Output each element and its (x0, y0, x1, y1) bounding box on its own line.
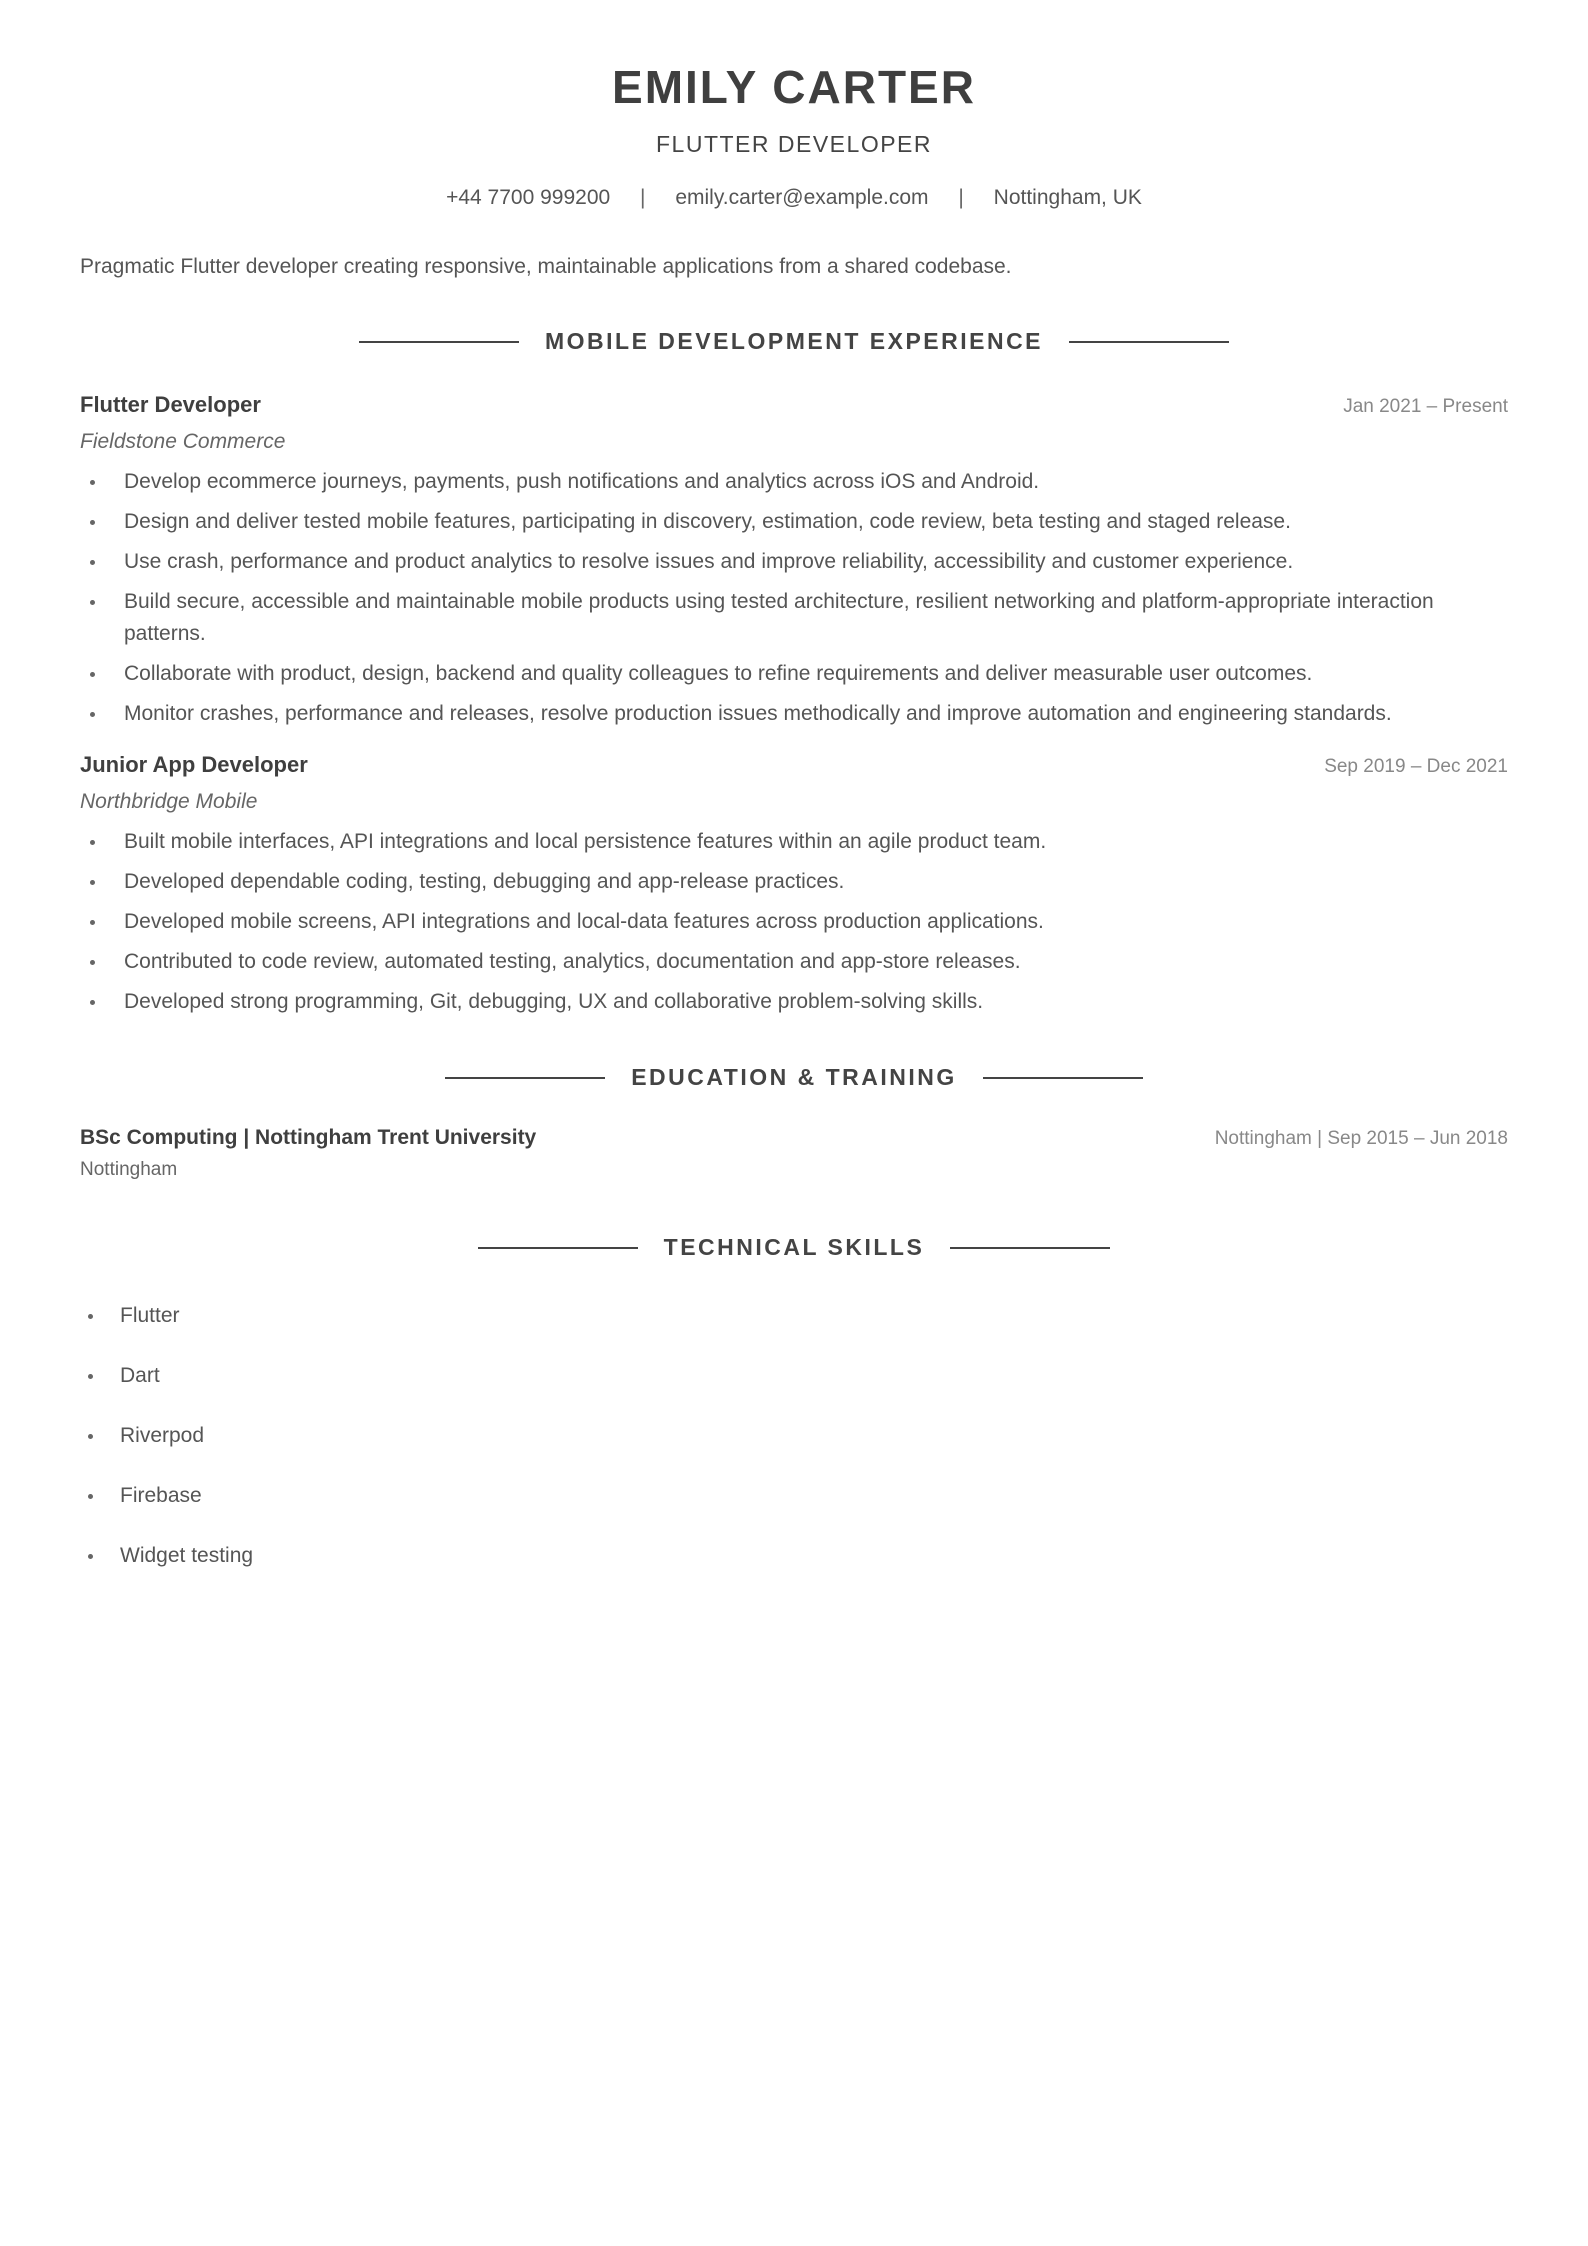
company-name: Northbridge Mobile (80, 789, 258, 813)
education-location: Nottingham (80, 1159, 178, 1181)
candidate-title: FLUTTER DEVELOPER (656, 131, 932, 158)
email-address: emily.carter@example.com (675, 185, 929, 209)
bullet-item: Design and deliver tested mobile features, participating in discovery, estimation, code review, beta testing and staged release. (80, 506, 1508, 538)
candidate-name: EMILY CARTER (612, 61, 976, 113)
bullet-item: Develop ecommerce journeys, payments, push notifications and analytics across iOS and Android. (80, 466, 1508, 498)
company-name: Fieldstone Commerce (80, 429, 286, 453)
skills-section-heading (80, 1234, 1508, 1262)
job-date: Sep 2019 – Dec 2021 (1324, 755, 1508, 777)
job-bullets (80, 826, 1508, 1018)
bullet-item: Developed strong programming, Git, debugging, UX and collaborative problem-solving skills. (80, 986, 1508, 1018)
contact-line (80, 185, 1508, 210)
resume-header (80, 0, 1508, 210)
education-section-heading (80, 1064, 1508, 1092)
skill-item: Dart (80, 1360, 1508, 1392)
skill-item: Firebase (80, 1480, 1508, 1512)
location: Nottingham, UK (993, 185, 1142, 209)
job-entry (80, 392, 1508, 730)
job-title: Flutter Developer (80, 391, 261, 417)
bullet-item: Built mobile interfaces, API integrations and local persistence features within an agile product team. (80, 826, 1508, 858)
phone-number: +44 7700 999200 (446, 185, 611, 209)
heading-rule-right (950, 1247, 1110, 1249)
heading-rule-left (359, 341, 519, 343)
contact-separator: | (958, 185, 964, 209)
section-label: MOBILE DEVELOPMENT EXPERIENCE (544, 328, 1044, 355)
skill-item: Widget testing (80, 1540, 1508, 1572)
bullet-item: Monitor crashes, performance and releases, resolve production issues methodically and improve automation and engineering standards. (80, 698, 1508, 730)
bullet-item: Developed dependable coding, testing, debugging and app-release practices. (80, 866, 1508, 898)
bullet-item: Use crash, performance and product analytics to resolve issues and improve reliability, accessibility and customer experience. (80, 546, 1508, 578)
bullet-item: Contributed to code review, automated testing, analytics, documentation and app-store releases. (80, 946, 1508, 978)
heading-rule-right (983, 1077, 1143, 1079)
section-label: TECHNICAL SKILLS (663, 1234, 925, 1261)
job-entry (80, 752, 1508, 1018)
skill-item: Flutter (80, 1300, 1508, 1332)
education-meta: Nottingham | Sep 2015 – Jun 2018 (1214, 1128, 1508, 1150)
skills-list (80, 1300, 1508, 1572)
bullet-item: Collaborate with product, design, backend and quality colleagues to refine requirements and deliver measurable user outcomes. (80, 658, 1508, 690)
education-entry (80, 1125, 1508, 1182)
experience-section-heading (80, 328, 1508, 356)
heading-rule-left (478, 1247, 638, 1249)
bullet-item: Build secure, accessible and maintainable mobile products using tested architecture, resilient networking and platform-appropriate interaction patterns. (80, 586, 1508, 650)
bullet-item: Developed mobile screens, API integrations and local-data features across production applications. (80, 906, 1508, 938)
skill-item: Riverpod (80, 1420, 1508, 1452)
section-label: EDUCATION & TRAINING (631, 1063, 957, 1090)
heading-rule-left (445, 1077, 605, 1079)
profile-summary: Pragmatic Flutter developer creating responsive, maintainable applications from a shared codebase. (80, 254, 1012, 278)
job-date: Jan 2021 – Present (1343, 395, 1508, 417)
job-bullets (80, 466, 1508, 730)
heading-rule-right (1069, 341, 1229, 343)
degree-title: BSc Computing | Nottingham Trent University (80, 1126, 537, 1150)
job-title: Junior App Developer (80, 751, 308, 777)
contact-separator: | (640, 185, 646, 209)
